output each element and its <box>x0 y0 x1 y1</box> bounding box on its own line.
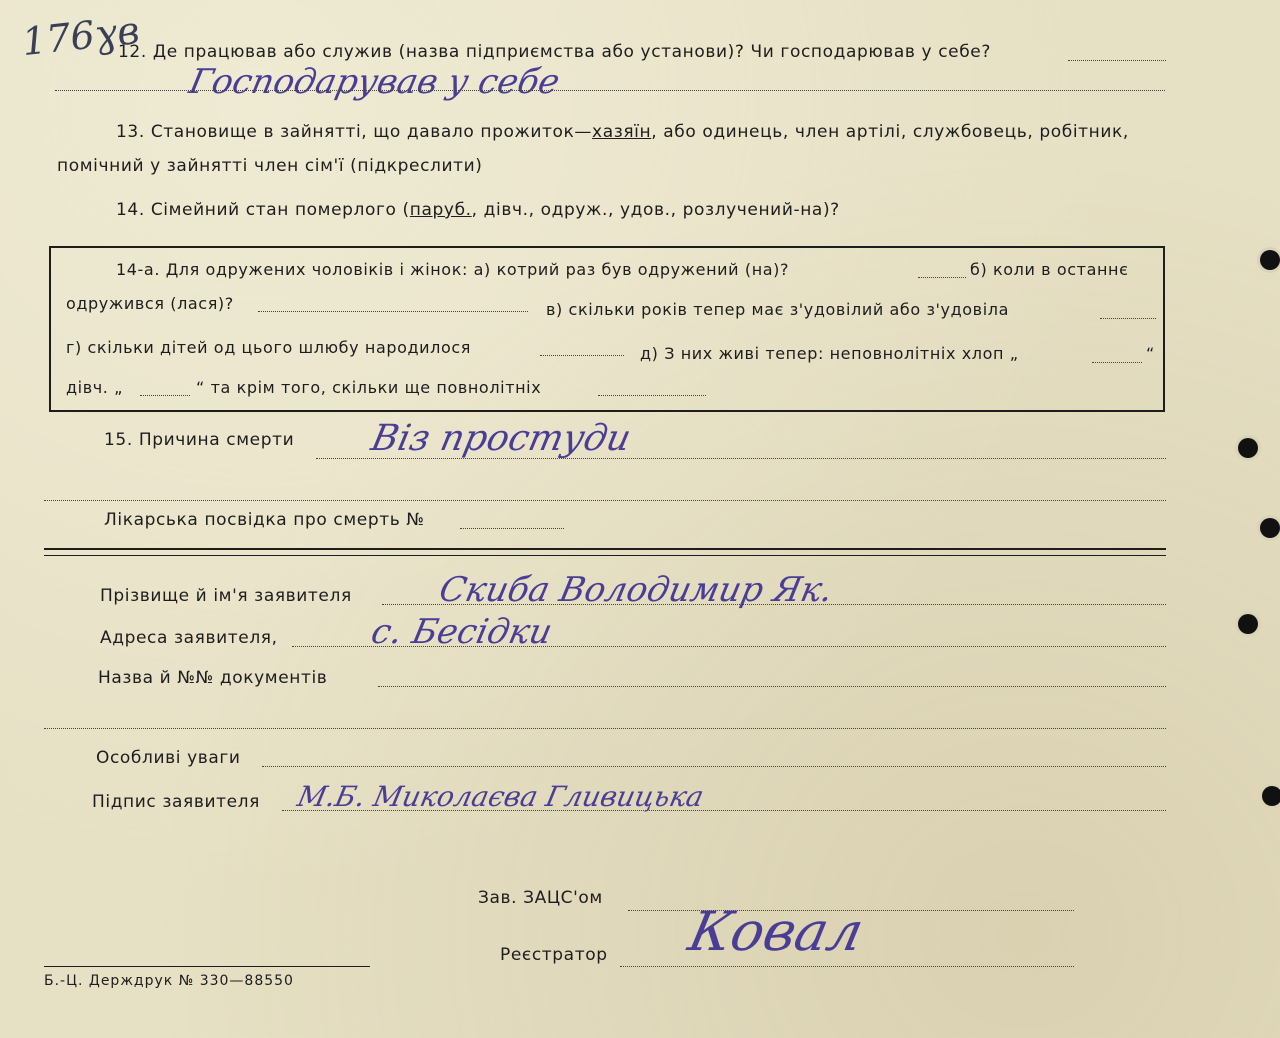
applicant-docs-line2 <box>44 728 1166 729</box>
q15-line2 <box>44 500 1166 501</box>
divider-bottom <box>44 555 1166 556</box>
applicant-docs-label: Назва й №№ документів <box>98 668 328 688</box>
q14a-dots-g <box>598 395 706 396</box>
q14a-line4b: “ та крім того, скільки ще повнолітніх <box>196 378 542 397</box>
q14-line: 14. Сімейний стан померлого (паруб., дівч., одруж., удов., розлучений-на)? <box>116 200 840 220</box>
q14a-line1b: б) коли в останнє <box>970 260 1129 279</box>
q14a-dots-e <box>1092 362 1142 363</box>
q14a-line3a: г) скільки дітей од цього шлюбу народилося <box>66 338 471 357</box>
q12-answer: Господарував у себе <box>185 62 564 102</box>
q15-line <box>316 458 1166 459</box>
q14a-line2b: в) скільки років тепер має з'удовілий або з'удовіла <box>546 300 1009 319</box>
q14a-dots-f <box>140 395 190 396</box>
q14a-line1a: 14-а. Для одружених чоловіків і жінок: а) котрий раз був одружений (на)? <box>116 260 790 279</box>
q14a-line3c: “ <box>1146 344 1155 363</box>
applicant-notes-line <box>262 766 1166 767</box>
applicant-address-line <box>292 646 1166 647</box>
binder-hole <box>1238 438 1258 458</box>
registrar-line <box>620 966 1074 967</box>
divider-top <box>44 548 1166 550</box>
printer-imprint: Б.-Ц. Держдрук № 330—88550 <box>44 973 294 989</box>
applicant-signature-value: М.Б. Миколаєва Гливицька <box>294 780 707 813</box>
binder-hole <box>1260 518 1280 538</box>
binder-hole <box>1238 614 1258 634</box>
q14a-dots-a <box>918 277 966 278</box>
registrar-label: Реєстратор <box>500 945 608 965</box>
registrar-signature: Ковал <box>683 900 870 963</box>
q14a-line4a: дівч. „ <box>66 378 124 397</box>
q14a-line2a: одружився (лася)? <box>66 294 234 313</box>
binder-hole <box>1262 786 1280 806</box>
q15-label: 15. Причина смерти <box>104 430 295 450</box>
medical-line <box>460 528 564 529</box>
q12-line-end <box>1068 60 1166 61</box>
binder-hole <box>1260 250 1280 270</box>
q14a-line3b: д) З них живі тепер: неповнолітніх хлоп „ <box>640 344 1019 363</box>
q13-line1: 13. Становище в зайнятті, що давало прожиток—хазяїн, або одинець, член артілі, службовець, робітник, <box>116 122 1129 142</box>
applicant-signature-line <box>282 810 1166 811</box>
q14a-dots-b <box>258 311 528 312</box>
applicant-signature-label: Підпис заявителя <box>92 792 260 812</box>
q12-answer-line <box>55 90 1165 91</box>
head-label: Зав. ЗАЦС'ом <box>478 888 603 908</box>
applicant-notes-label: Особливі уваги <box>96 748 241 768</box>
medical-label: Лікарська посвідка про смерть № <box>104 510 425 530</box>
applicant-name-line <box>382 604 1166 605</box>
q12-label: 12. Де працював або служив (назва підприємства або установи)? Чи господарював у себе? <box>118 42 991 62</box>
applicant-docs-line <box>378 686 1166 687</box>
q15-answer: Віз простуди <box>367 418 635 459</box>
archive-number: 176ɣв <box>20 7 142 65</box>
q13-line2: помічний у зайнятті член сім'ї (підкреслити) <box>57 156 483 176</box>
q14-underlined-option: паруб. <box>409 200 472 220</box>
applicant-name-value: Скиба Володимир Як. <box>435 570 837 610</box>
applicant-address-label: Адреса заявителя, <box>100 628 278 648</box>
applicant-name-label: Прізвище й ім'я заявителя <box>100 586 352 606</box>
q14a-dots-d <box>540 355 624 356</box>
footer-rule <box>44 966 370 967</box>
q14a-dots-c <box>1100 318 1156 319</box>
applicant-address-value: с. Бесідки <box>367 612 556 652</box>
q13-underlined-option: хазяїн <box>592 122 652 142</box>
